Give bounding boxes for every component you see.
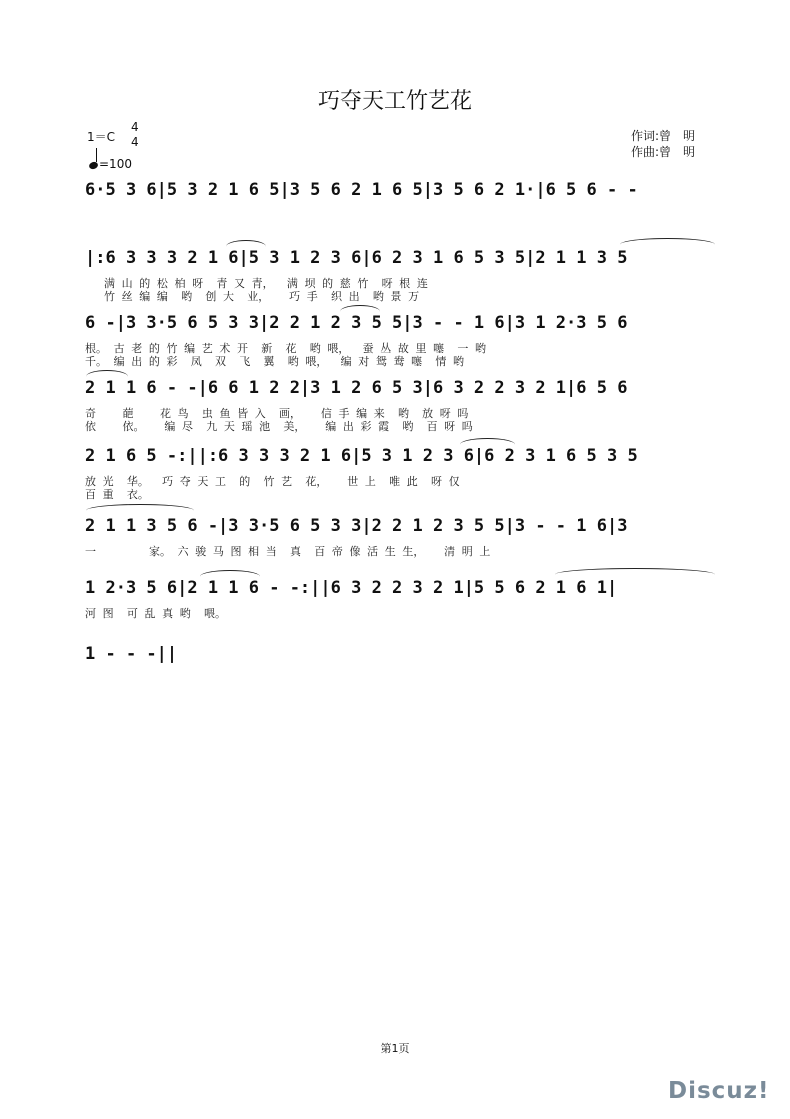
meter-bottom: 4 bbox=[131, 135, 139, 149]
slur bbox=[620, 238, 715, 251]
notation-line: |:6 3 3 3 2 1 6|5 3 1 2 3 6|6 2 3 1 6 5 3 5|2 1 1 3 5 bbox=[85, 248, 628, 268]
lyrics-verse-1: 奇 葩 花 鸟 虫 鱼 皆 入 画， 信 手 编 来 哟 放 呀 吗 bbox=[85, 407, 469, 420]
song-title: 巧夺天工竹艺花 bbox=[317, 89, 472, 114]
note-stem bbox=[96, 148, 97, 162]
lyrics-verse-1: 一 家。 六 骏 马 图 相 当 真 百 帝 像 活 生 生， 清 明 上 bbox=[85, 545, 491, 558]
lyrics-verse-2: 百 重 衣。 bbox=[85, 488, 149, 501]
lyrics-verse-1: 河 图 可 乱 真 哟 喂。 bbox=[85, 607, 226, 620]
meter-top: 4 bbox=[131, 120, 139, 134]
tempo-value: =100 bbox=[99, 157, 132, 171]
lyrics-verse-2: 依 依。 编 尽 九 天 瑶 池 美， 编 出 彩 霞 哟 百 呀 吗 bbox=[85, 420, 473, 433]
notation-line: 2 1 1 6 - -|6 6 1 2 2|3 1 2 6 5 3|6 3 2 2 3 2 1|6 5 6 bbox=[85, 378, 628, 398]
discuz-watermark: Discuz! bbox=[668, 1078, 770, 1104]
notation-line: 2 1 6 5 -:||:6 3 3 3 2 1 6|5 3 1 2 3 6|6 2 3 1 6 5 3 5 bbox=[85, 446, 638, 466]
notation-line: 2 1 1 3 5 6 -|3 3·5 6 5 3 3|2 2 1 2 3 5 5|3 - - 1 6|3 bbox=[85, 516, 628, 536]
lyrics-verse-2: 竹 丝 编 编 哟 创 大 业， 巧 手 织 出 哟 景 万 bbox=[104, 290, 420, 303]
notation-line: 6·5 3 6|5 3 2 1 6 5|3 5 6 2 1 6 5|3 5 6 2 1·|6 5 6 - - bbox=[85, 180, 638, 200]
lyrics-verse-1: 满 山 的 松 柏 呀 青 又 青， 满 坝 的 慈 竹 呀 根 连 bbox=[104, 277, 428, 290]
notation-line: 1 2·3 5 6|2 1 1 6 - -:||6 3 2 2 3 2 1|5 5 6 2 1 6 1| bbox=[85, 578, 618, 598]
time-signature bbox=[131, 120, 139, 150]
lyrics-verse-2: 千。 编 出 的 彩 凤 双 飞 翼 哟 喂， 编 对 鸳 鸯 噻 情 哟 bbox=[85, 355, 464, 368]
quarter-note-icon bbox=[88, 161, 99, 171]
lyrics-verse-1: 根。 古 老 的 竹 编 艺 术 开 新 花 哟 喂， 蚕 丛 故 里 噻 一 哟 bbox=[85, 342, 486, 355]
lyrics-verse-1: 放 光 华。 巧 夺 天 工 的 竹 艺 花， 世 上 唯 此 呀 仅 bbox=[85, 475, 460, 488]
page-number: 第1页 bbox=[380, 1042, 410, 1055]
tempo-marking bbox=[89, 154, 132, 171]
composer-credit: 作曲:曾 明 bbox=[631, 145, 696, 159]
lyricist-credit: 作词:曾 明 bbox=[631, 129, 696, 143]
key-signature: 1＝C bbox=[87, 130, 116, 144]
notation-line: 1 - - -|| bbox=[85, 644, 178, 664]
notation-line: 6 -|3 3·5 6 5 3 3|2 2 1 2 3 5 5|3 - - 1 6|3 1 2·3 5 6 bbox=[85, 313, 628, 333]
credits bbox=[631, 128, 695, 160]
